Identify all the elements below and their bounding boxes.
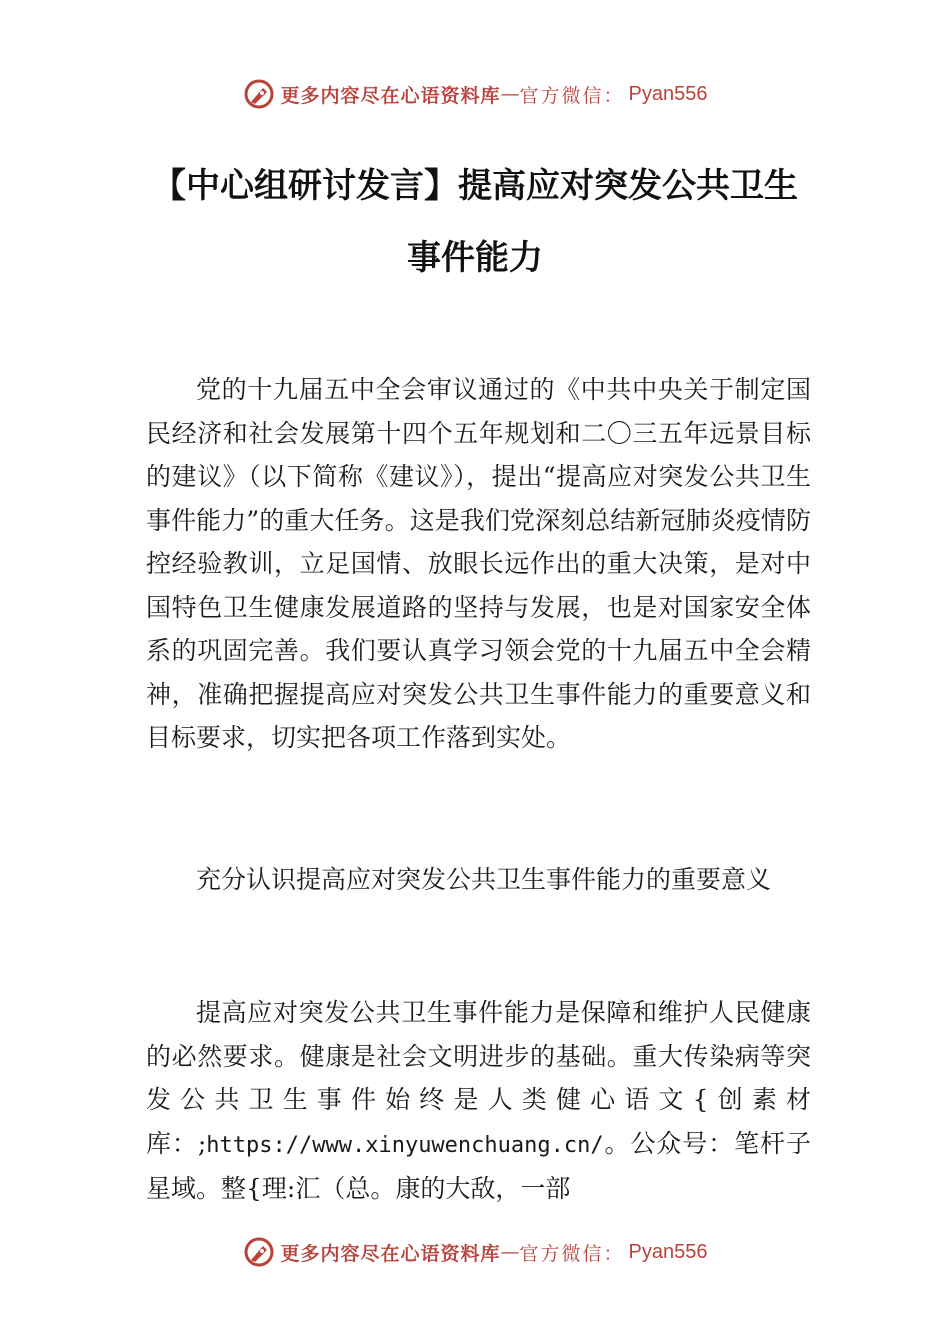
title-line-2: 事件能力 — [407, 238, 543, 278]
section-heading-paragraph: 充分认识提高应对突发公共卫生事件能力的重要意义 — [196, 865, 772, 894]
pen-nib-logo-icon — [243, 78, 275, 110]
website-url: https://www.xinyuwenchuang.cn/ — [206, 1132, 604, 1158]
banner-separator: — — [500, 83, 520, 105]
banner-wechat-id: Pyan556 — [628, 82, 708, 105]
paragraph-intro: 党的十九届五中全会审议通过的《中共中央关于制定国民经济和社会发展第十四个五年规划和二〇三五年远景目标的建议》（以下简称《建议》），提出“提高应对突发公共卫生事件能力”的重大任务。这是我们党深刻总结新冠肺炎疫情防控经验教训，立足国情、放眼长远作出的重大决策，是对中国特色卫生健康发展道路的坚持与发展，也是对国家安全体系的巩固完善。我们要认真学习领会党的十九届五中全会精神，准确把握提高应对突发公共卫生事件能力的重要意义和目标要求，切实把各项工作落到实处。 — [146, 375, 811, 752]
footer-banner-text: 更多内容尽在心语资料库 — [280, 1242, 501, 1265]
paragraph-body-part-1: 提高应对突发公共卫生事件能力是保障和维护人民健康的必然要求。健康是社会文明进步的基础。重大传染病等突发公共卫生事件始终是人类健心语文{创素材库：; — [146, 998, 811, 1158]
paragraph-body-part-2: 。公众号：笔杆子星域。整{理:汇（总。康的大敌，一部 — [146, 1128, 811, 1203]
pen-nib-logo-icon — [243, 1236, 275, 1268]
paragraph-body — [146, 991, 811, 1211]
title-line-1: 【中心组研讨发言】提高应对突发公共卫生 — [152, 166, 798, 206]
footer-banner-wechat-label: 官方微信： — [519, 1242, 625, 1265]
footer-banner — [0, 1230, 950, 1274]
footer-banner-separator: — — [500, 1241, 520, 1263]
footer-banner-wechat-id: Pyan556 — [628, 1240, 708, 1263]
banner-text: 更多内容尽在心语资料库 — [280, 84, 501, 107]
banner-wechat-label: 官方微信： — [519, 84, 625, 107]
header-banner — [0, 72, 950, 116]
document-title — [110, 150, 840, 294]
